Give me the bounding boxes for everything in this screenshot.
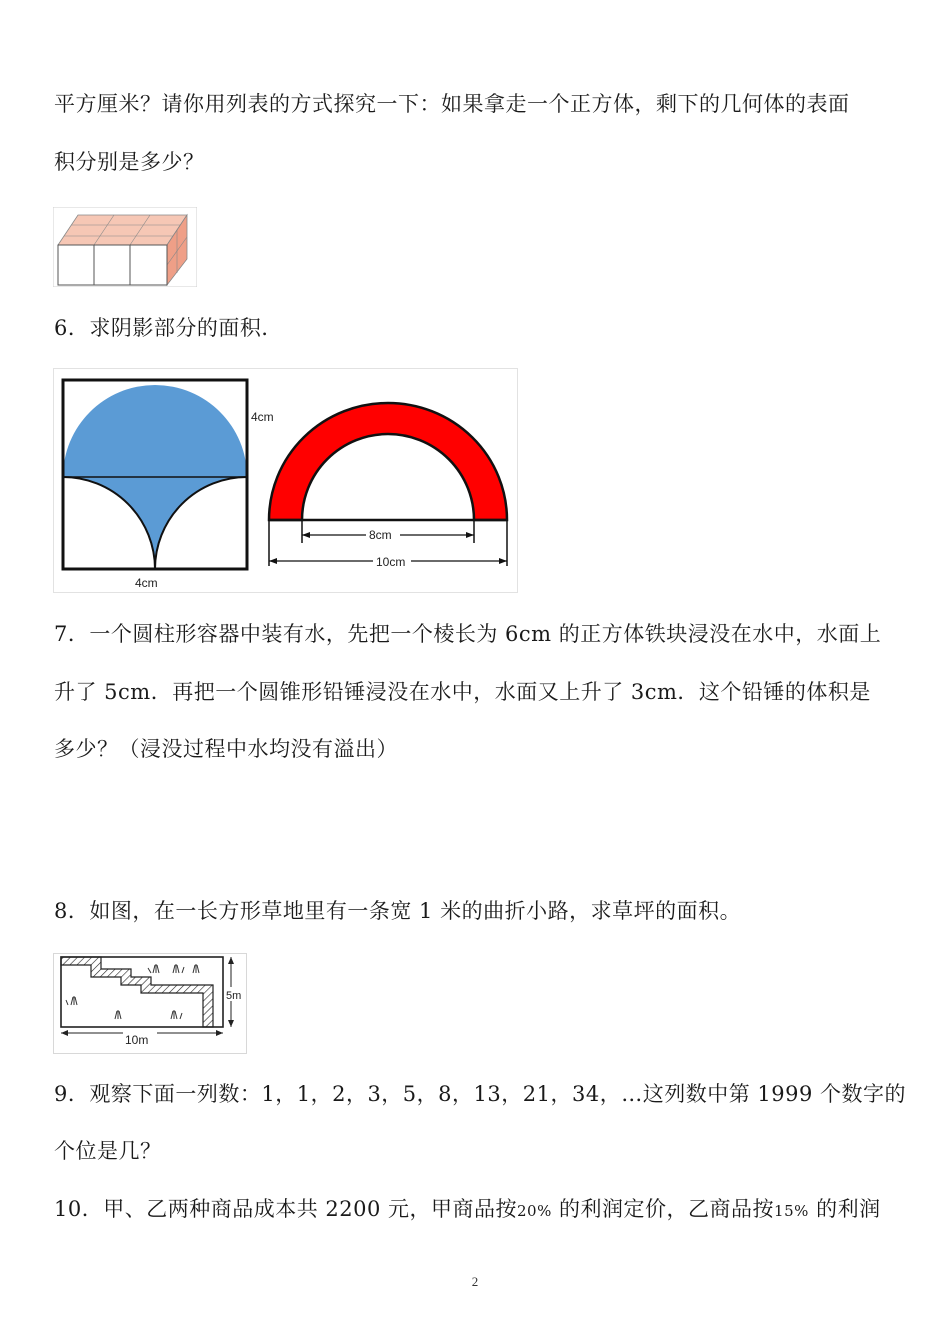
q7-line-2: 升了 5cm．再把一个圆锥形铅锤浸没在水中，水面又上升了 3cm．这个铅锤的体积是 (54, 680, 871, 704)
q10-part-3: 的利润 (808, 1197, 881, 1221)
square-bottom-label: 4cm (135, 576, 158, 590)
cube-row-figure (53, 207, 197, 287)
q5-line-1: 平方厘米？请你用列表的方式探究一下：如果拿走一个正方体，剩下的几何体的表面 (54, 92, 850, 116)
shaded-area-figures (53, 368, 518, 593)
lawn-width-label: 10m (125, 1033, 149, 1047)
square-side-label: 4cm (251, 410, 274, 424)
q10-percent-1: 20% (517, 1202, 552, 1220)
q7-line-1: 7．一个圆柱形容器中装有水，先把一个棱长为 6cm 的正方体铁块浸没在水中，水面上 (54, 622, 882, 646)
q5-line-2: 积分别是多少？ (54, 150, 205, 174)
page-number: 2 (471, 1274, 479, 1289)
lawn-path-figure (53, 953, 247, 1054)
inner-diameter-label: 8cm (369, 528, 392, 542)
q10-percent-2: 15% (774, 1202, 809, 1220)
q10-part-2: 的利润定价，乙商品按 (551, 1197, 775, 1221)
outer-diameter-label: 10cm (376, 555, 406, 569)
q10-line-1 (54, 1193, 881, 1223)
q7-line-3: 多少？（浸没过程中水均没有溢出） (54, 737, 398, 761)
q8-text: 8．如图，在一长方形草地里有一条宽 1 米的曲折小路，求草坪的面积。 (54, 899, 742, 923)
lawn-height-label: 5m (226, 990, 242, 1002)
q10-part-1: 10．甲、乙两种商品成本共 2200 元，甲商品按 (54, 1197, 518, 1221)
q6-text: 6．求阴影部分的面积． (54, 316, 283, 340)
q9-line-1: 9．观察下面一列数：1，1，2，3，5，8，13，21，34，…这列数中第 1999 个数字的 (54, 1082, 906, 1106)
q9-line-2: 个位是几？ (54, 1139, 162, 1163)
